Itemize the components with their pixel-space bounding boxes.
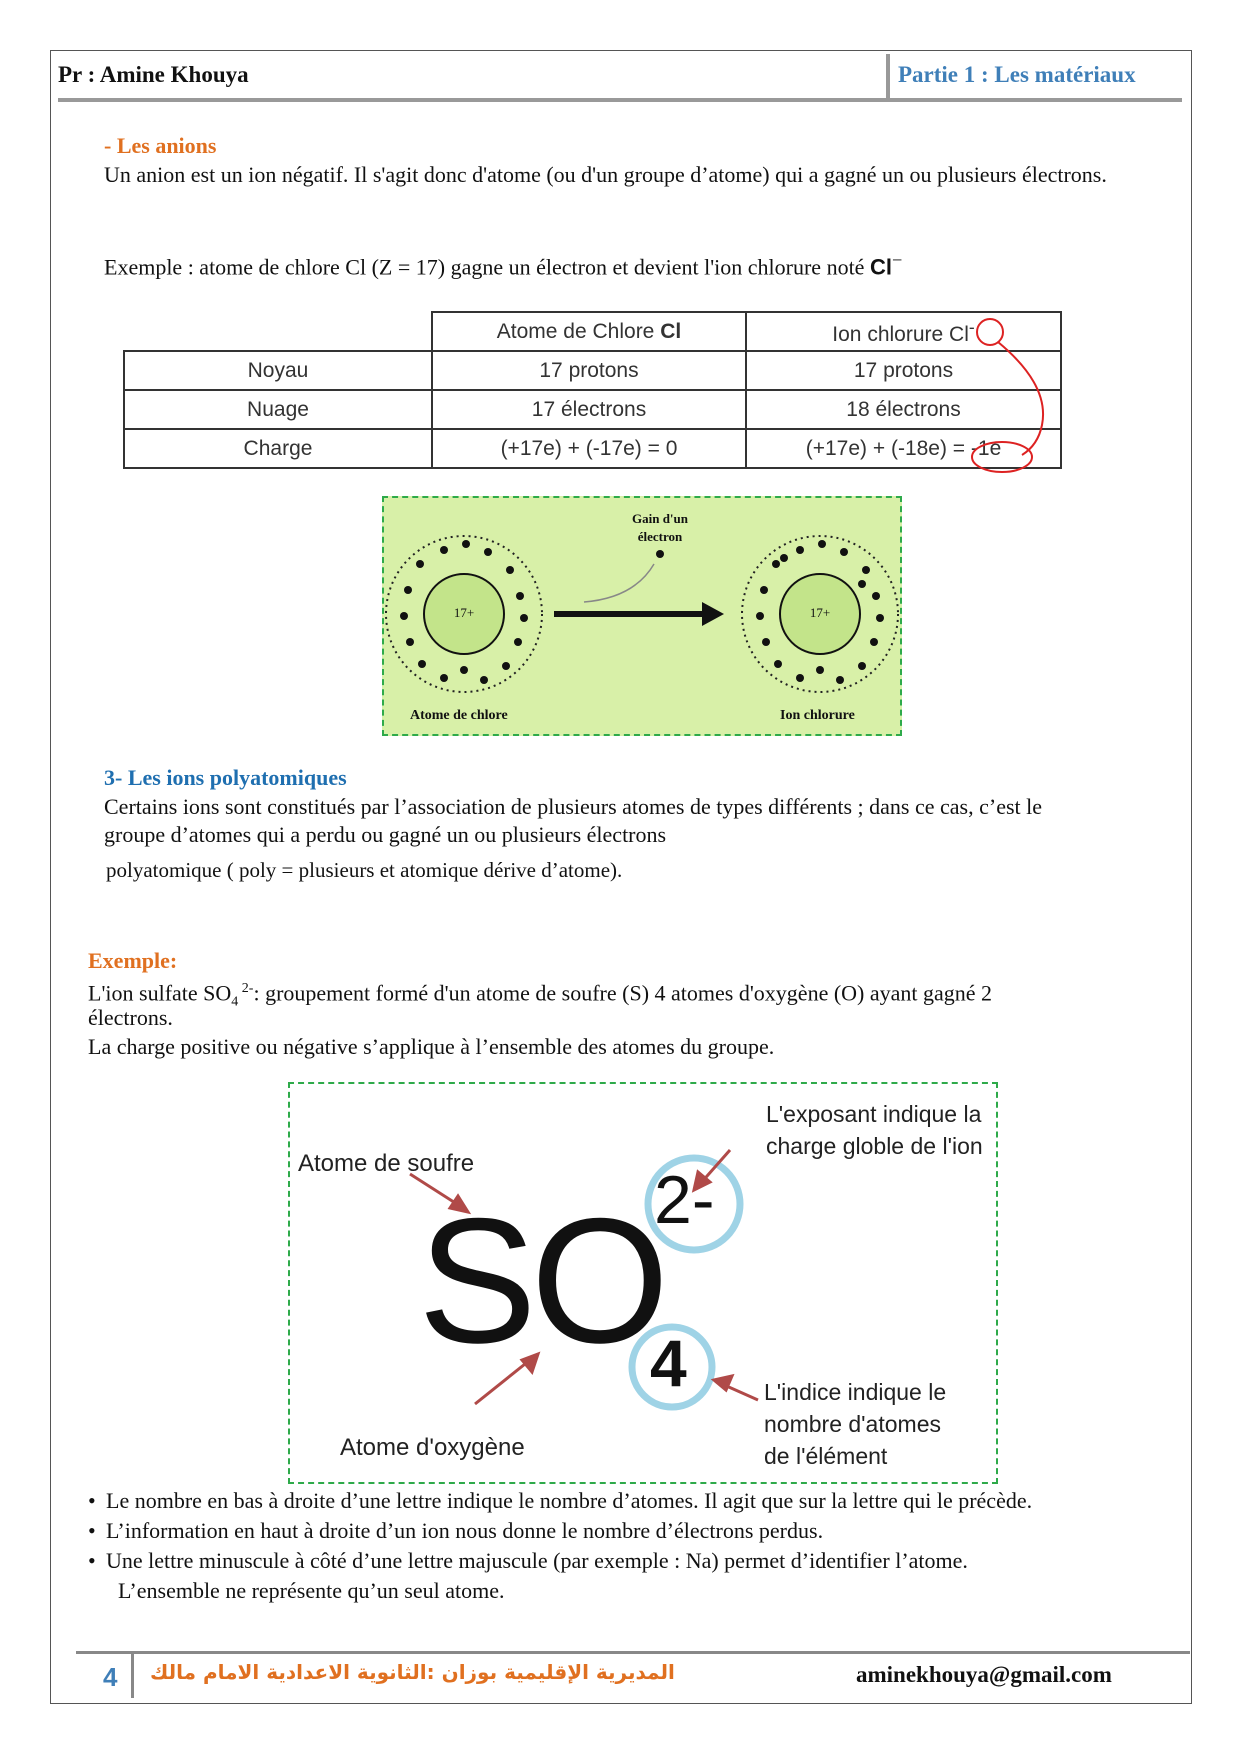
footer-rule [76, 1651, 1190, 1654]
sulfate-index: 4 [650, 1326, 687, 1400]
ion-comparison-table [123, 311, 1062, 469]
gain-electron-label-line2: électron [637, 529, 683, 544]
chloride-charge: − [891, 250, 903, 270]
table-cell-atom: 17 électrons [432, 390, 746, 429]
table-header-row [124, 312, 1061, 351]
page-number: 4 [103, 1662, 118, 1692]
header-author: Pr : Amine Khouya [58, 62, 249, 87]
table-cell-atom: (+17e) + (-17e) = 0 [432, 429, 746, 468]
table-row-label: Nuage [124, 390, 432, 429]
nucleus-left-charge: 17+ [453, 605, 475, 620]
example-title: Exemple: [88, 948, 178, 973]
gain-electron-label-line1: Gain d'un [631, 511, 688, 526]
example-line2: électrons. [88, 1005, 173, 1030]
header-rule [58, 98, 1182, 102]
bullet-text: Une lettre minuscule à côté d’une lettre majuscule (par exemple : Na) permet d’identifier l’atome. [106, 1548, 968, 1573]
table-header-ion-text: Ion chlorure Cl [832, 322, 969, 346]
polyatomic-line3: polyatomique ( poly = plusieurs et atomique dérive d’atome). [106, 858, 623, 882]
gain-electron-label [600, 510, 720, 546]
bullet-icon: • [88, 1488, 96, 1513]
polyatomic-line2: groupe d’atomes qui a perdu ou gagné un ou plusieurs électrons [104, 822, 667, 847]
bullet-list [88, 1486, 1188, 1606]
index-label-line3: de l'élément [764, 1443, 888, 1469]
table-cell-atom: 17 protons [432, 351, 746, 390]
bullet-continuation: L’ensemble ne représente qu’un seul atome. [118, 1578, 505, 1603]
bullet-icon: • [88, 1518, 96, 1543]
sulfate-charge: 2- [654, 1162, 715, 1238]
chloride-symbol: Cl [869, 254, 892, 280]
index-label-line1: L'indice indique le [764, 1379, 947, 1405]
footer-school: المديرية الإقليمية بوزان :الثانوية الاعدادية الامام مالك [150, 1660, 675, 1684]
table-cell-ion: (+17e) + (-18e) = -1e [746, 429, 1061, 468]
anions-example-text: Exemple : atome de chlore Cl (Z = 17) gagne un électron et devient l'ion chlorure noté [104, 254, 870, 280]
table-header-atom [432, 312, 746, 351]
polyatomic-line1: Certains ions sont constitués par l’association de plusieurs atomes de types différents ; dans ce cas, c’est le [104, 794, 1043, 819]
bullet-text: Le nombre en bas à droite d’une lettre indique le nombre d’atomes. Il agit que sur la lettre qui le précède. [106, 1488, 1033, 1513]
sulfate-symbol: SO [418, 1181, 664, 1380]
oxygen-atom-label: Atome d'oxygène [340, 1434, 525, 1461]
table-header-ion-charge: - [968, 316, 975, 337]
sulfur-atom-label: Atome de soufre [298, 1150, 475, 1177]
polyatomic-title: 3- Les ions polyatomiques [104, 765, 347, 790]
anions-example [104, 246, 1184, 281]
chlorine-ion-diagram [382, 496, 902, 736]
footer-email: aminekhouya@gmail.com [856, 1662, 1112, 1687]
example-line1-start: L'ion sulfate SO [88, 980, 232, 1006]
table-header-atom-text: Atome de Chlore [496, 319, 661, 343]
anions-title: - Les anions [104, 133, 217, 158]
sulfate-subscript: 4 [231, 994, 239, 1010]
header-part-title: Partie 1 : Les matériaux [898, 62, 1136, 87]
list-item [88, 1546, 1188, 1576]
red-annotation [940, 305, 1060, 475]
table-row [124, 429, 1061, 468]
bullet-icon: • [88, 1548, 96, 1573]
table-cell-ion: 18 électrons [746, 390, 1061, 429]
chloride-ion-caption: Ion chlorure [780, 708, 855, 723]
table-header-atom-symbol: Cl [660, 319, 682, 343]
table-row-label: Charge [124, 429, 432, 468]
index-label [764, 1376, 946, 1472]
exponent-label-line1: L'exposant indique la [766, 1101, 982, 1127]
table-cell-ion: 17 protons [746, 351, 1061, 390]
table-row [124, 390, 1061, 429]
example-line3: La charge positive ou négative s’applique à l’ensemble des atomes du groupe. [88, 1034, 775, 1059]
example-line1 [88, 974, 1188, 1017]
nucleus-right-charge: 17+ [809, 605, 831, 620]
header-separator [886, 54, 890, 98]
example-line1-end: : groupement formé d'un atome de soufre (S) 4 atomes d'oxygène (O) ayant gagné 2 [253, 980, 993, 1006]
table-row [124, 351, 1061, 390]
footer-separator [131, 1654, 134, 1698]
table-row-label: Noyau [124, 351, 432, 390]
chlorine-atom-caption: Atome de chlore [410, 708, 508, 723]
exponent-label-line2: charge globle de l'ion [766, 1133, 983, 1159]
table-corner-cell [124, 312, 432, 351]
index-label-line2: nombre d'atomes [764, 1411, 941, 1437]
anions-definition: Un anion est un ion négatif. Il s'agit donc d'atome (ou d'un groupe d’atome) qui a gagné un ou plusieurs électrons. [104, 162, 1107, 187]
exponent-label [766, 1098, 983, 1162]
sulfate-superscript: 2- [238, 981, 254, 996]
bullet-text: L’information en haut à droite d’un ion nous donne le nombre d’électrons perdus. [106, 1518, 824, 1543]
sulfate-diagram [288, 1082, 998, 1484]
list-item [88, 1516, 1188, 1546]
list-item [88, 1486, 1188, 1516]
